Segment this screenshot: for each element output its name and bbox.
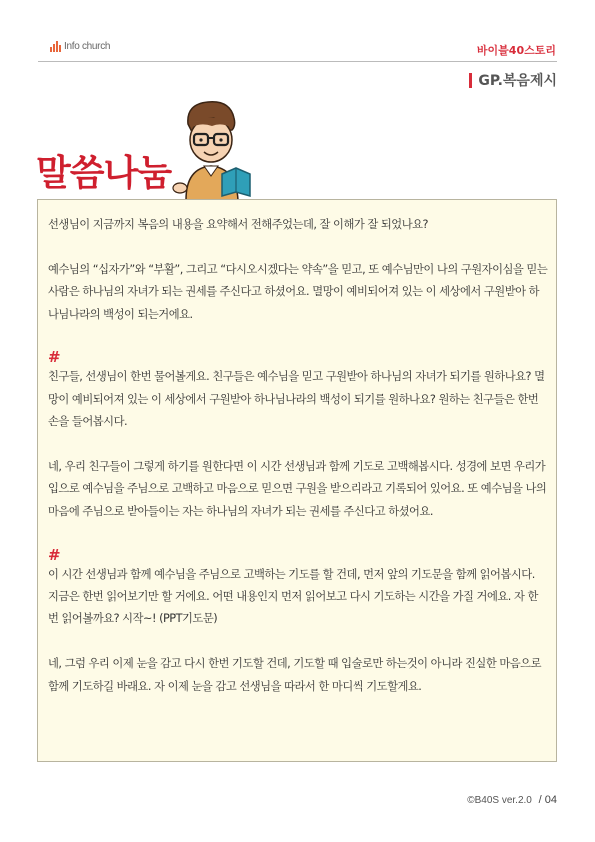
paragraph: 네, 우리 친구들이 그렇게 하기를 원한다면 이 시간 선생님과 함께 기도로 고백해봅시다. 성경에 보면 우리가 입으로 예수님을 주님으로 고백하고 마음으로 믿으면 구원을 받으리라고 기록되어 있어요. 또 예수님을 나의 마음에 주님으로 받아들이는 자는 하나님의 자녀가 되는 권세를 주신다고 하셨어요. — [48, 460, 547, 518]
section-marker — [469, 73, 472, 88]
paragraph: 네, 그럼 우리 이제 눈을 감고 다시 한번 기도할 건데, 기도할 때 입술로만 하는것이 아니라 진실한 마음으로 함께 기도하길 바래요. 자 이제 눈을 감고 선생님을 따라서 한 마디씩 기도할게요. — [48, 657, 541, 693]
teacher-reading-illustration — [170, 96, 254, 200]
info-church-logo-icon — [50, 40, 61, 52]
section-title: GP.복음제시 — [478, 73, 557, 89]
paragraph: 친구들, 선생님이 한번 물어볼게요. 친구들은 예수님을 믿고 구원받아 하나님의 자녀가 되기를 원하나요? 멸망이 예비되어져 있는 이 세상에서 구원받아 하나님나라의 백성이 되기를 원하나요? 원하는 친구들은 한번 손을 들어봅시다. — [48, 370, 545, 429]
logo-text: Info church — [64, 40, 111, 52]
paragraph: 선생님이 지금까지 복음의 내용을 요약해서 전해주었는데, 잘 이해가 잘 되었나요? — [48, 218, 429, 231]
series-title: 바이블40스토리 — [476, 44, 556, 57]
section-label — [469, 70, 557, 90]
info-church-logo — [50, 40, 110, 52]
page-heading: 말씀나눔 — [36, 153, 172, 194]
hash-marker: # — [48, 348, 61, 367]
hash-marker: # — [48, 545, 61, 564]
content-box — [37, 199, 557, 762]
header-divider — [38, 61, 557, 62]
page-number: / 04 — [538, 794, 557, 806]
paragraph: 예수님의 “십자가”와 “부활”, 그리고 “다시오시겠다는 약속”을 믿고, 또 예수님만이 나의 구원자이심을 믿는 사람은 하나님의 자녀가 되는 권세를 주신다고 하셨어요. 멸망이 예비되어져 있는 이 세상에서 구원받아 하나님나라의 백성이 되는거에요. — [48, 262, 548, 321]
copyright: ©B40S ver.2.0 — [467, 795, 532, 806]
page-footer — [467, 794, 557, 806]
paragraph: 이 시간 선생님과 함께 예수님을 주님으로 고백하는 기도를 할 건데, 먼저 앞의 기도문을 함께 읽어봅시다. 지금은 한번 읽어보기만 할 거에요. 어떤 내용인지 먼저 읽어보고 다시 기도하는 시간을 가질 거에요. 자 한번 읽어볼까요? 시작~! (PPT기도문) — [48, 567, 538, 626]
